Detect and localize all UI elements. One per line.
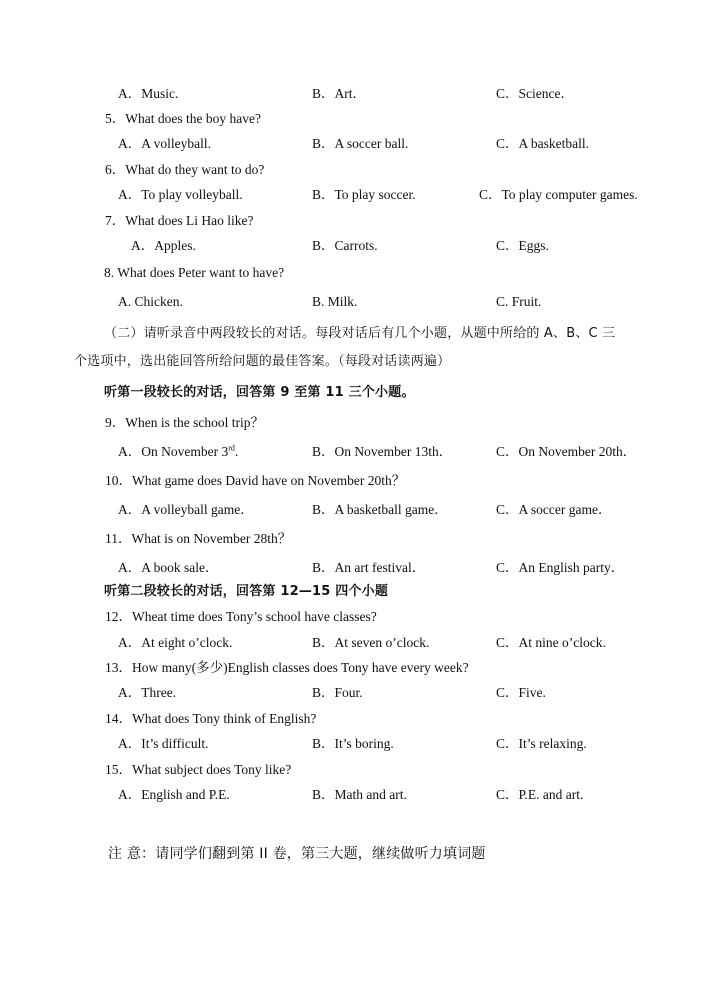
q4-option-c: C．Science． — [496, 86, 574, 101]
q14-option-c: C．It’s relaxing. — [496, 736, 587, 751]
q8-option-c: C. Fruit. — [496, 294, 542, 309]
q10-option-c: C．A soccer game． — [496, 502, 612, 517]
q15-option-c: C．P.E. and art. — [496, 787, 584, 802]
q7-option-c: C．Eggs. — [496, 238, 549, 253]
note: 注 意：请同学们翻到第 II 卷，第三大题，继续做听力填词题 — [108, 846, 486, 862]
q6-option-c: C．To play computer games. — [479, 187, 638, 202]
q14-option-b: B．It’s boring. — [312, 736, 394, 751]
q8-option-a: A. Chicken. — [118, 294, 183, 309]
q4-option-a: A．Music. — [118, 86, 179, 101]
dialog1-heading: 听第一段较长的对话，回答第 9 至第 11 三个小题。 — [104, 385, 415, 400]
q9-option-c: C．On November 20th． — [496, 444, 637, 459]
q9-option-b: B．On November 13th． — [312, 444, 453, 459]
q10-question: 10．What game does David have on November 20th？ — [105, 473, 406, 488]
q10-option-b: B．A basketball game． — [312, 502, 448, 517]
q15-option-a: A．English and P.E. — [118, 787, 230, 802]
q6-option-a: A．To play volleyball. — [118, 187, 243, 202]
q5-option-b: B．A soccer ball. — [312, 136, 409, 151]
q11-option-b: B．An art festival． — [312, 560, 426, 575]
q9-option-a-dot: . — [234, 444, 239, 459]
q6-option-b: B．To play soccer. — [312, 187, 416, 202]
q7-option-b: B．Carrots. — [312, 238, 378, 253]
q13-option-c: C．Five. — [496, 685, 546, 700]
q12-option-b: B．At seven o’clock. — [312, 635, 430, 650]
q13-option-a: A．Three. — [118, 685, 177, 700]
q5-question: 5．What does the boy have? — [105, 111, 261, 126]
q7-question: 7．What does Li Hao like? — [105, 213, 254, 228]
dialog2-heading: 听第二段较长的对话，回答第 12—15 四个小题 — [104, 584, 389, 599]
q15-option-b: B．Math and art. — [312, 787, 407, 802]
q13-question: 13．How many(多少)English classes does Tony have every week? — [105, 660, 469, 675]
q6-question: 6．What do they want to do? — [105, 162, 265, 177]
q5-option-c: C．A basketball. — [496, 136, 589, 151]
q7-option-a: A．Apples. — [131, 238, 196, 253]
q14-option-a: A．It’s difficult. — [118, 736, 209, 751]
q4-option-b: B．Art． — [312, 86, 366, 101]
q8-option-b: B. Milk. — [312, 294, 358, 309]
q11-option-a: A．A book sale． — [118, 560, 219, 575]
q12-option-c: C．At nine o’clock. — [496, 635, 606, 650]
q11-option-c: C．An English party． — [496, 560, 625, 575]
q11-question: 11．What is on November 28th？ — [105, 531, 292, 546]
section2-instruction-line2: 个选项中，选出能回答所给问题的最佳答案。（每段对话读两遍） — [74, 354, 451, 369]
q13-option-b: B．Four. — [312, 685, 363, 700]
q12-question: 12．Wheat time does Tony’s school have classes? — [105, 609, 377, 624]
q15-question: 15．What subject does Tony like? — [105, 762, 292, 777]
q9-option-a — [118, 440, 238, 460]
q9-option-a-sup: rd — [228, 443, 235, 453]
q9-question: 9．When is the school trip？ — [105, 415, 264, 430]
q10-option-a: A．A volleyball game． — [118, 502, 254, 517]
section2-instruction-line1: （二）请听录音中两段较长的对话。每段对话后有几个小题，从题中所给的 A、B、C 三 — [104, 326, 616, 341]
q9-option-a-text: A．On November 3 — [118, 444, 229, 459]
q8-question: 8. What does Peter want to have? — [104, 265, 285, 280]
q14-question: 14．What does Tony think of English? — [105, 711, 317, 726]
q12-option-a: A．At eight o’clock. — [118, 635, 233, 650]
q5-option-a: A．A volleyball. — [118, 136, 211, 151]
